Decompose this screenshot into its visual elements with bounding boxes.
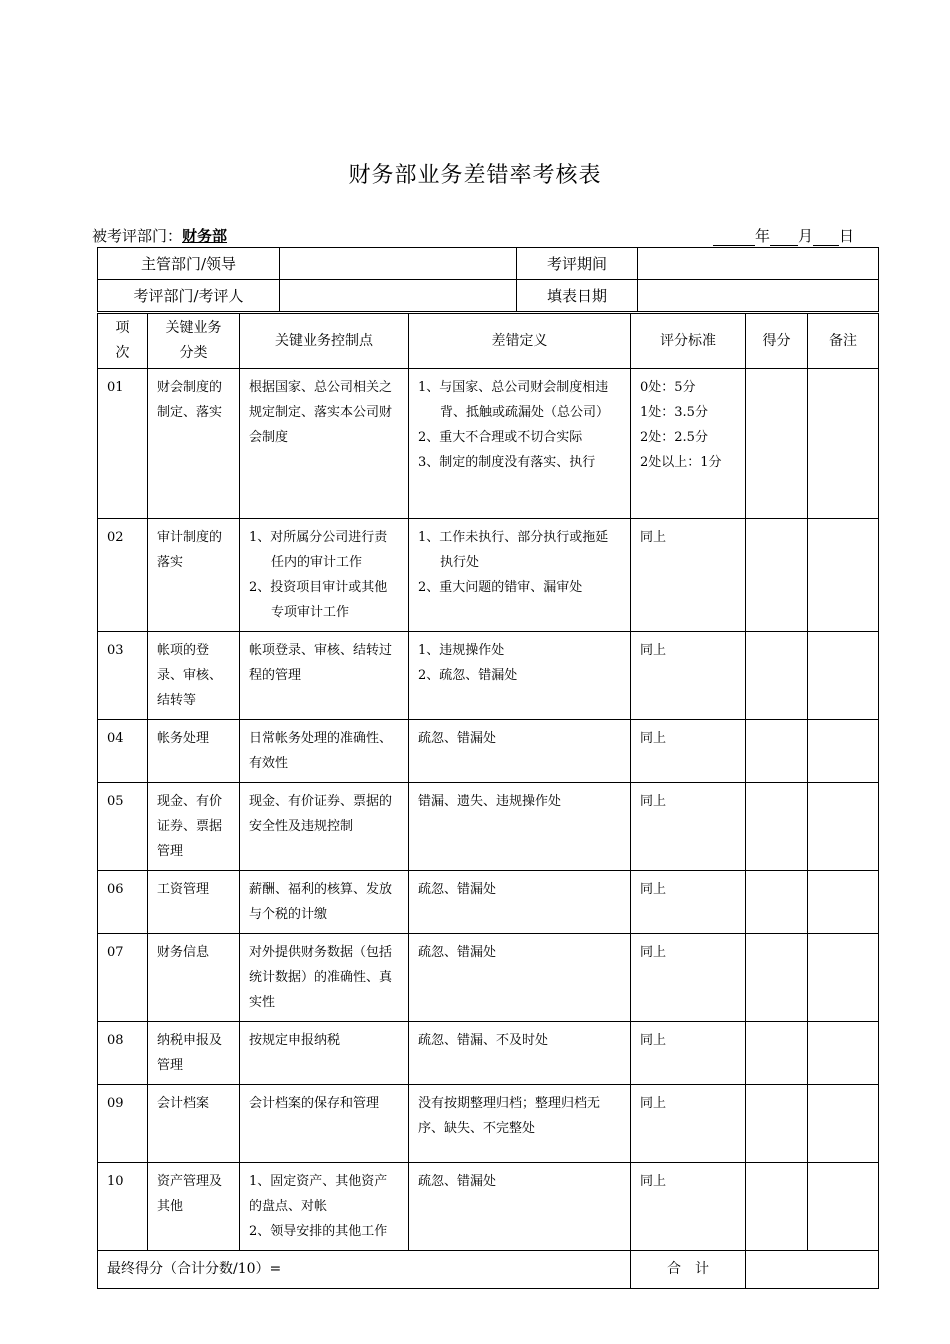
control-point-line: 2、投资项目审计或其他 bbox=[249, 580, 388, 595]
score-field[interactable] bbox=[746, 1163, 808, 1251]
business-category: 会计档案 bbox=[148, 1085, 240, 1163]
item-no: 03 bbox=[98, 632, 148, 720]
item-no: 04 bbox=[98, 720, 148, 783]
col-header-error: 差错定义 bbox=[409, 314, 631, 369]
item-no: 10 bbox=[98, 1163, 148, 1251]
control-point bbox=[240, 934, 409, 1022]
control-point-line: 薪酬、福利的核算、发放与个税的计缴 bbox=[249, 882, 393, 922]
remark-field[interactable] bbox=[808, 632, 879, 720]
scoring-standard bbox=[631, 519, 746, 632]
control-point bbox=[240, 1022, 409, 1085]
item-no: 07 bbox=[98, 934, 148, 1022]
year-label: 年 bbox=[754, 227, 770, 245]
control-point-line: 2、领导安排的其他工作 bbox=[249, 1224, 388, 1239]
col-header-standard: 评分标准 bbox=[631, 314, 746, 369]
table-row bbox=[98, 1163, 879, 1251]
remark-field[interactable] bbox=[808, 1163, 879, 1251]
table-row bbox=[98, 783, 879, 871]
control-point bbox=[240, 1085, 409, 1163]
total-label: 合 计 bbox=[631, 1251, 746, 1289]
error-definition-line: 2、疏忽、错漏处 bbox=[418, 668, 518, 683]
scoring-standard bbox=[631, 934, 746, 1022]
scoring-standard-line: 同上 bbox=[640, 1033, 667, 1048]
control-point-line: 现金、有价证券、票据的安全性及违规控制 bbox=[249, 794, 393, 834]
table-row bbox=[98, 871, 879, 934]
error-definition-line: 疏忽、错漏、不及时处 bbox=[418, 1033, 549, 1048]
error-definition bbox=[409, 519, 631, 632]
table-row bbox=[98, 934, 879, 1022]
error-definition-line: 1、工作未执行、部分执行或拖延 bbox=[418, 530, 609, 545]
control-point-line: 1、固定资产、其他资产的盘点、对帐 bbox=[249, 1174, 388, 1214]
final-score-label: 最终得分（合计分数/10）= bbox=[98, 1251, 631, 1289]
table-row bbox=[98, 632, 879, 720]
col-header-category: 关键业务分类 bbox=[148, 314, 240, 369]
error-definition bbox=[409, 1163, 631, 1251]
table-row bbox=[98, 1085, 879, 1163]
scoring-standard bbox=[631, 1085, 746, 1163]
business-category: 帐项的登录、审核、结转等 bbox=[148, 632, 240, 720]
scoring-standard-line: 0处：5分 bbox=[640, 380, 696, 395]
item-no: 08 bbox=[98, 1022, 148, 1085]
evaluator-label: 考评部门/考评人 bbox=[98, 280, 280, 312]
business-category: 帐务处理 bbox=[148, 720, 240, 783]
error-definition-line: 背、抵触或疏漏处（总公司） bbox=[440, 405, 610, 420]
error-definition-line: 执行处 bbox=[440, 555, 480, 570]
control-point bbox=[240, 1163, 409, 1251]
error-definition bbox=[409, 1022, 631, 1085]
business-category: 现金、有价证券、票据管理 bbox=[148, 783, 240, 871]
error-definition bbox=[409, 934, 631, 1022]
item-no: 02 bbox=[98, 519, 148, 632]
item-no: 01 bbox=[98, 369, 148, 519]
scoring-standard-line: 同上 bbox=[640, 882, 667, 897]
remark-field[interactable] bbox=[808, 934, 879, 1022]
page-title: 财务部业务差错率考核表 bbox=[348, 163, 602, 188]
control-point-line: 对外提供财务数据（包括统计数据）的准确性、真实性 bbox=[249, 945, 393, 1010]
control-point bbox=[240, 783, 409, 871]
supervisor-field[interactable] bbox=[280, 248, 517, 280]
scoring-standard-line: 同上 bbox=[640, 1174, 667, 1189]
col-header-no: 项次 bbox=[98, 314, 148, 369]
error-definition-line: 3、制定的制度没有落实、执行 bbox=[418, 455, 596, 470]
scoring-standard-line: 同上 bbox=[640, 794, 667, 809]
business-category: 财务信息 bbox=[148, 934, 240, 1022]
scoring-standard-line: 同上 bbox=[640, 945, 667, 960]
control-point bbox=[240, 720, 409, 783]
remark-field[interactable] bbox=[808, 783, 879, 871]
assessment-table bbox=[97, 313, 879, 1289]
business-category: 资产管理及其他 bbox=[148, 1163, 240, 1251]
error-definition bbox=[409, 1085, 631, 1163]
day-label: 日 bbox=[838, 227, 854, 245]
score-field[interactable] bbox=[746, 720, 808, 783]
scoring-standard-line: 同上 bbox=[640, 530, 667, 545]
error-definition-line: 疏忽、错漏处 bbox=[418, 945, 497, 960]
business-category: 纳税申报及管理 bbox=[148, 1022, 240, 1085]
scoring-standard bbox=[631, 1022, 746, 1085]
error-definition bbox=[409, 783, 631, 871]
score-field[interactable] bbox=[746, 519, 808, 632]
evaluator-field[interactable] bbox=[280, 280, 517, 312]
error-definition bbox=[409, 720, 631, 783]
remark-field[interactable] bbox=[808, 369, 879, 519]
scoring-standard bbox=[631, 783, 746, 871]
score-field[interactable] bbox=[746, 1085, 808, 1163]
control-point bbox=[240, 632, 409, 720]
error-definition-line: 错漏、遗失、违规操作处 bbox=[418, 794, 562, 809]
scoring-standard-line: 2处：2.5分 bbox=[640, 430, 708, 445]
department-line bbox=[92, 225, 227, 246]
scoring-standard bbox=[631, 632, 746, 720]
score-field[interactable] bbox=[746, 871, 808, 934]
scoring-standard bbox=[631, 369, 746, 519]
remark-field[interactable] bbox=[808, 720, 879, 783]
scoring-standard-line: 1处：3.5分 bbox=[640, 405, 708, 420]
score-field[interactable] bbox=[746, 1022, 808, 1085]
month-blank[interactable] bbox=[770, 230, 798, 246]
period-field[interactable] bbox=[638, 248, 879, 280]
col-header-control: 关键业务控制点 bbox=[240, 314, 409, 369]
error-definition bbox=[409, 632, 631, 720]
business-category: 财会制度的制定、落实 bbox=[148, 369, 240, 519]
fill-date-field[interactable] bbox=[638, 280, 879, 312]
fill-date-label: 填表日期 bbox=[517, 280, 638, 312]
score-field[interactable] bbox=[746, 934, 808, 1022]
control-point-line: 帐项登录、审核、结转过程的管理 bbox=[249, 643, 393, 683]
error-definition-line: 疏忽、错漏处 bbox=[418, 1174, 497, 1189]
error-definition-line: 2、重大问题的错审、漏审处 bbox=[418, 580, 583, 595]
department-value: 财务部 bbox=[182, 227, 228, 245]
error-definition bbox=[409, 369, 631, 519]
table-row bbox=[98, 1022, 879, 1085]
score-field[interactable] bbox=[746, 369, 808, 519]
business-category: 审计制度的落实 bbox=[148, 519, 240, 632]
control-point bbox=[240, 369, 409, 519]
table-row bbox=[98, 519, 879, 632]
info-table bbox=[97, 247, 879, 312]
score-field[interactable] bbox=[746, 632, 808, 720]
table-row bbox=[98, 369, 879, 519]
control-point bbox=[240, 519, 409, 632]
control-point-line: 日常帐务处理的准确性、有效性 bbox=[249, 731, 393, 771]
scoring-standard-line: 同上 bbox=[640, 643, 667, 658]
scoring-standard-line: 同上 bbox=[640, 731, 667, 746]
control-point-line: 根据国家、总公司相关之规定制定、落实本公司财会制度 bbox=[249, 380, 393, 445]
remark-field[interactable] bbox=[808, 519, 879, 632]
item-no: 05 bbox=[98, 783, 148, 871]
table-row bbox=[98, 720, 879, 783]
remark-field[interactable] bbox=[808, 1022, 879, 1085]
score-field[interactable] bbox=[746, 783, 808, 871]
remark-field[interactable] bbox=[808, 871, 879, 934]
error-definition-line: 1、与国家、总公司财会制度相违 bbox=[418, 380, 609, 395]
error-definition-line: 疏忽、错漏处 bbox=[418, 731, 497, 746]
control-point bbox=[240, 871, 409, 934]
year-blank[interactable] bbox=[713, 230, 755, 246]
scoring-standard bbox=[631, 1163, 746, 1251]
error-definition-line: 疏忽、错漏处 bbox=[418, 882, 497, 897]
supervisor-label: 主管部门/领导 bbox=[98, 248, 280, 280]
period-label: 考评期间 bbox=[517, 248, 638, 280]
error-definition bbox=[409, 871, 631, 934]
error-definition-line: 没有按期整理归档；整理归档无序、缺失、不完整处 bbox=[418, 1096, 601, 1136]
scoring-standard bbox=[631, 720, 746, 783]
scoring-standard-line: 2处以上：1分 bbox=[640, 455, 722, 470]
error-definition-line: 1、违规操作处 bbox=[418, 643, 505, 658]
date-line bbox=[713, 225, 854, 246]
total-field[interactable] bbox=[746, 1251, 879, 1289]
col-header-remark: 备注 bbox=[808, 314, 879, 369]
control-point-line: 任内的审计工作 bbox=[271, 555, 363, 570]
scoring-standard bbox=[631, 871, 746, 934]
remark-field[interactable] bbox=[808, 1085, 879, 1163]
month-label: 月 bbox=[797, 227, 813, 245]
scoring-standard-line: 同上 bbox=[640, 1096, 667, 1111]
department-label: 被考评部门： bbox=[92, 227, 183, 245]
business-category: 工资管理 bbox=[148, 871, 240, 934]
item-no: 06 bbox=[98, 871, 148, 934]
item-no: 09 bbox=[98, 1085, 148, 1163]
control-point-line: 专项审计工作 bbox=[271, 605, 350, 620]
error-definition-line: 2、重大不合理或不切合实际 bbox=[418, 430, 583, 445]
control-point-line: 1、对所属分公司进行责 bbox=[249, 530, 388, 545]
control-point-line: 会计档案的保存和管理 bbox=[249, 1096, 380, 1111]
control-point-line: 按规定申报纳税 bbox=[249, 1033, 341, 1048]
col-header-score: 得分 bbox=[746, 314, 808, 369]
day-blank[interactable] bbox=[813, 230, 839, 246]
